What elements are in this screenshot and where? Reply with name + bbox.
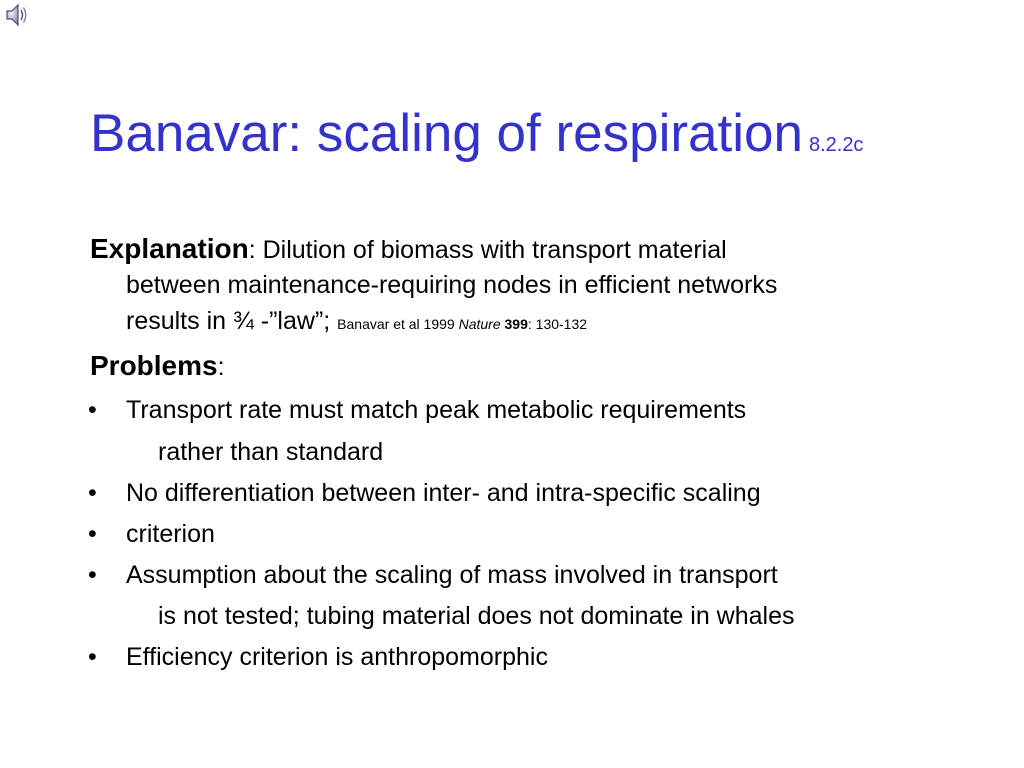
bullet-marker: • [88, 561, 97, 589]
citation-journal: Nature [458, 316, 501, 332]
bullet-marker: • [88, 643, 97, 671]
slide-title-text: Banavar: scaling of respiration [90, 104, 803, 163]
bullet-marker: • [88, 396, 97, 424]
citation-volume: 399 [504, 316, 528, 332]
problem-item-3-line-1: criterion [126, 520, 215, 548]
bullet-marker: • [88, 520, 97, 548]
explanation-line-2: between maintenance-requiring nodes in efficient networks [126, 271, 778, 299]
problems-heading [90, 350, 225, 383]
problems-label: Problems [90, 350, 218, 381]
explanation-label: Explanation [90, 233, 249, 264]
explanation-text-3: results in ¾ -”law”; [126, 307, 331, 335]
bullet-marker: • [88, 479, 97, 507]
explanation-colon: : [248, 236, 256, 264]
problem-item-4-line-1: Assumption about the scaling of mass involved in transport [126, 561, 778, 589]
problem-item-5-line-1: Efficiency criterion is anthropomorphic [126, 643, 548, 671]
problems-colon: : [217, 353, 225, 381]
citation-authors: Banavar et al 1999 [337, 316, 459, 332]
explanation-line-1 [90, 233, 727, 266]
problem-item-1-line-2: rather than standard [158, 438, 384, 466]
problem-item-4-line-2: is not tested; tubing material does not dominate in whales [158, 602, 795, 630]
explanation-line-3 [126, 305, 587, 340]
slide-number: 8.2.2c [808, 134, 864, 156]
explanation-text-1: Dilution of biomass with transport material [255, 236, 727, 264]
citation [337, 316, 587, 332]
problem-item-2-line-1: No differentiation between inter- and intra-specific scaling [126, 479, 761, 507]
citation-pages: : 130-132 [527, 316, 588, 332]
problem-item-1-line-1: Transport rate must match peak metabolic requirements [126, 396, 747, 424]
